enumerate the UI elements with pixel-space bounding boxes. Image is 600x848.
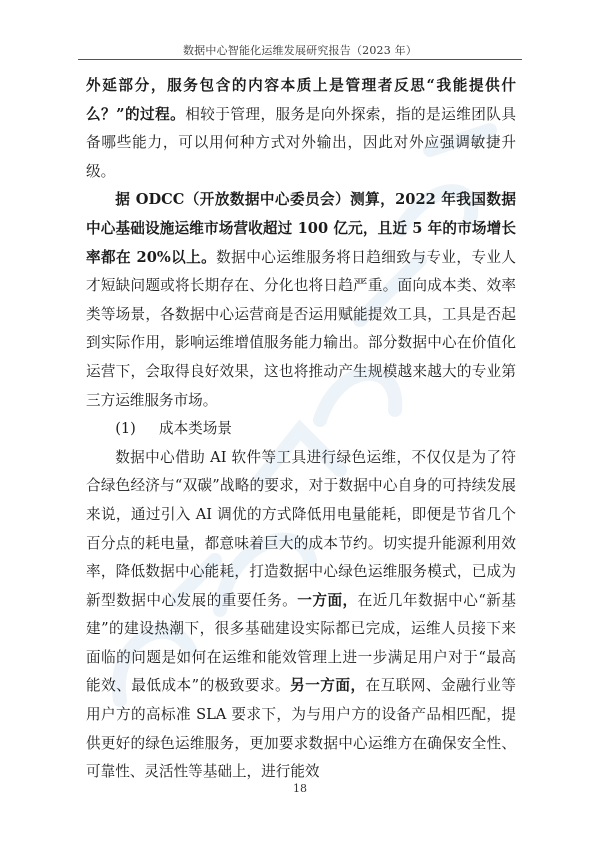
bold-text: 一方面，	[297, 591, 358, 609]
heading-text: 成本类场景	[158, 420, 232, 438]
heading-number: (1)	[115, 420, 136, 438]
body-text-span: 数据中心借助 AI 软件等工具进行绿色运维，不仅仅是为了符合绿色经济与“双碳”战略的要求，对于数据中心自身的可持续发展来说，通过引入 AI 调优的方式降低用电量能耗，即便是节省几个百分点的耗电量，都意味着巨大的成本节约。切实提升能源利用效率，降低数据中心能耗，打造数据中心绿色运维服务模式，已成为新型数据中心发展的重要任务。	[86, 448, 516, 609]
body-text-span: 相较于管理，服务是向外探索，指的是运维团队具备哪些能力，可以用何种方式对外输出，因此对外应强调敏捷升级。	[86, 105, 516, 180]
page-number: 18	[293, 782, 307, 795]
header-divider	[78, 59, 522, 60]
body-text	[86, 72, 516, 787]
paragraph-service-definition	[86, 72, 516, 186]
body-text-span: 在互联网、金融行业等用户方的高标准 SLA 要求下，为与用户方的设备产品相匹配，提供更好的绿色运维服务，更加要求数据中心运维方在确保安全性、可靠性、灵活性等基础上，进行能效	[86, 677, 516, 781]
bold-text: 据 ODCC（开放数据中心委员会）测算，2022 年我国数据中心基础设施运维市场营收超过 100 亿元，且近 5 年的市场增长率都在 20%以上。	[86, 191, 516, 266]
bold-text: 外延部分，服务包含的内容本质上是管理者反思“我能提供什么？”的过程。	[86, 77, 516, 123]
section-heading-cost-scenario	[86, 415, 516, 444]
paragraph-market-size	[86, 186, 516, 415]
running-header-title: 数据中心智能化运维发展研究报告（2023 年）	[182, 44, 418, 57]
bold-text: 另一方面，	[290, 677, 366, 695]
body-text-span: 数据中心运维服务将日趋细致与专业，专业人才短缺问题或将长期存在、分化也将日趋严重。面向成本类、效率类等场景，各数据中心运营商是否运用赋能提效工具，工具是否起到实际作用，影响运维增值服务能力输出。部分数据中心在价值化运营下，会取得良好效果，这也将推动产生规模越来越大的专业第三方运维服务市场。	[86, 248, 516, 409]
body-text-span: 在近几年数据中心“新基建”的建设热潮下，很多基础建设实际都已完成，运维人员接下来面临的问题是如何在运维和能效管理上进一步满足用户对于“最高能效、最低成本”的极致要求。	[86, 591, 516, 695]
paragraph-green-ops	[86, 444, 516, 787]
